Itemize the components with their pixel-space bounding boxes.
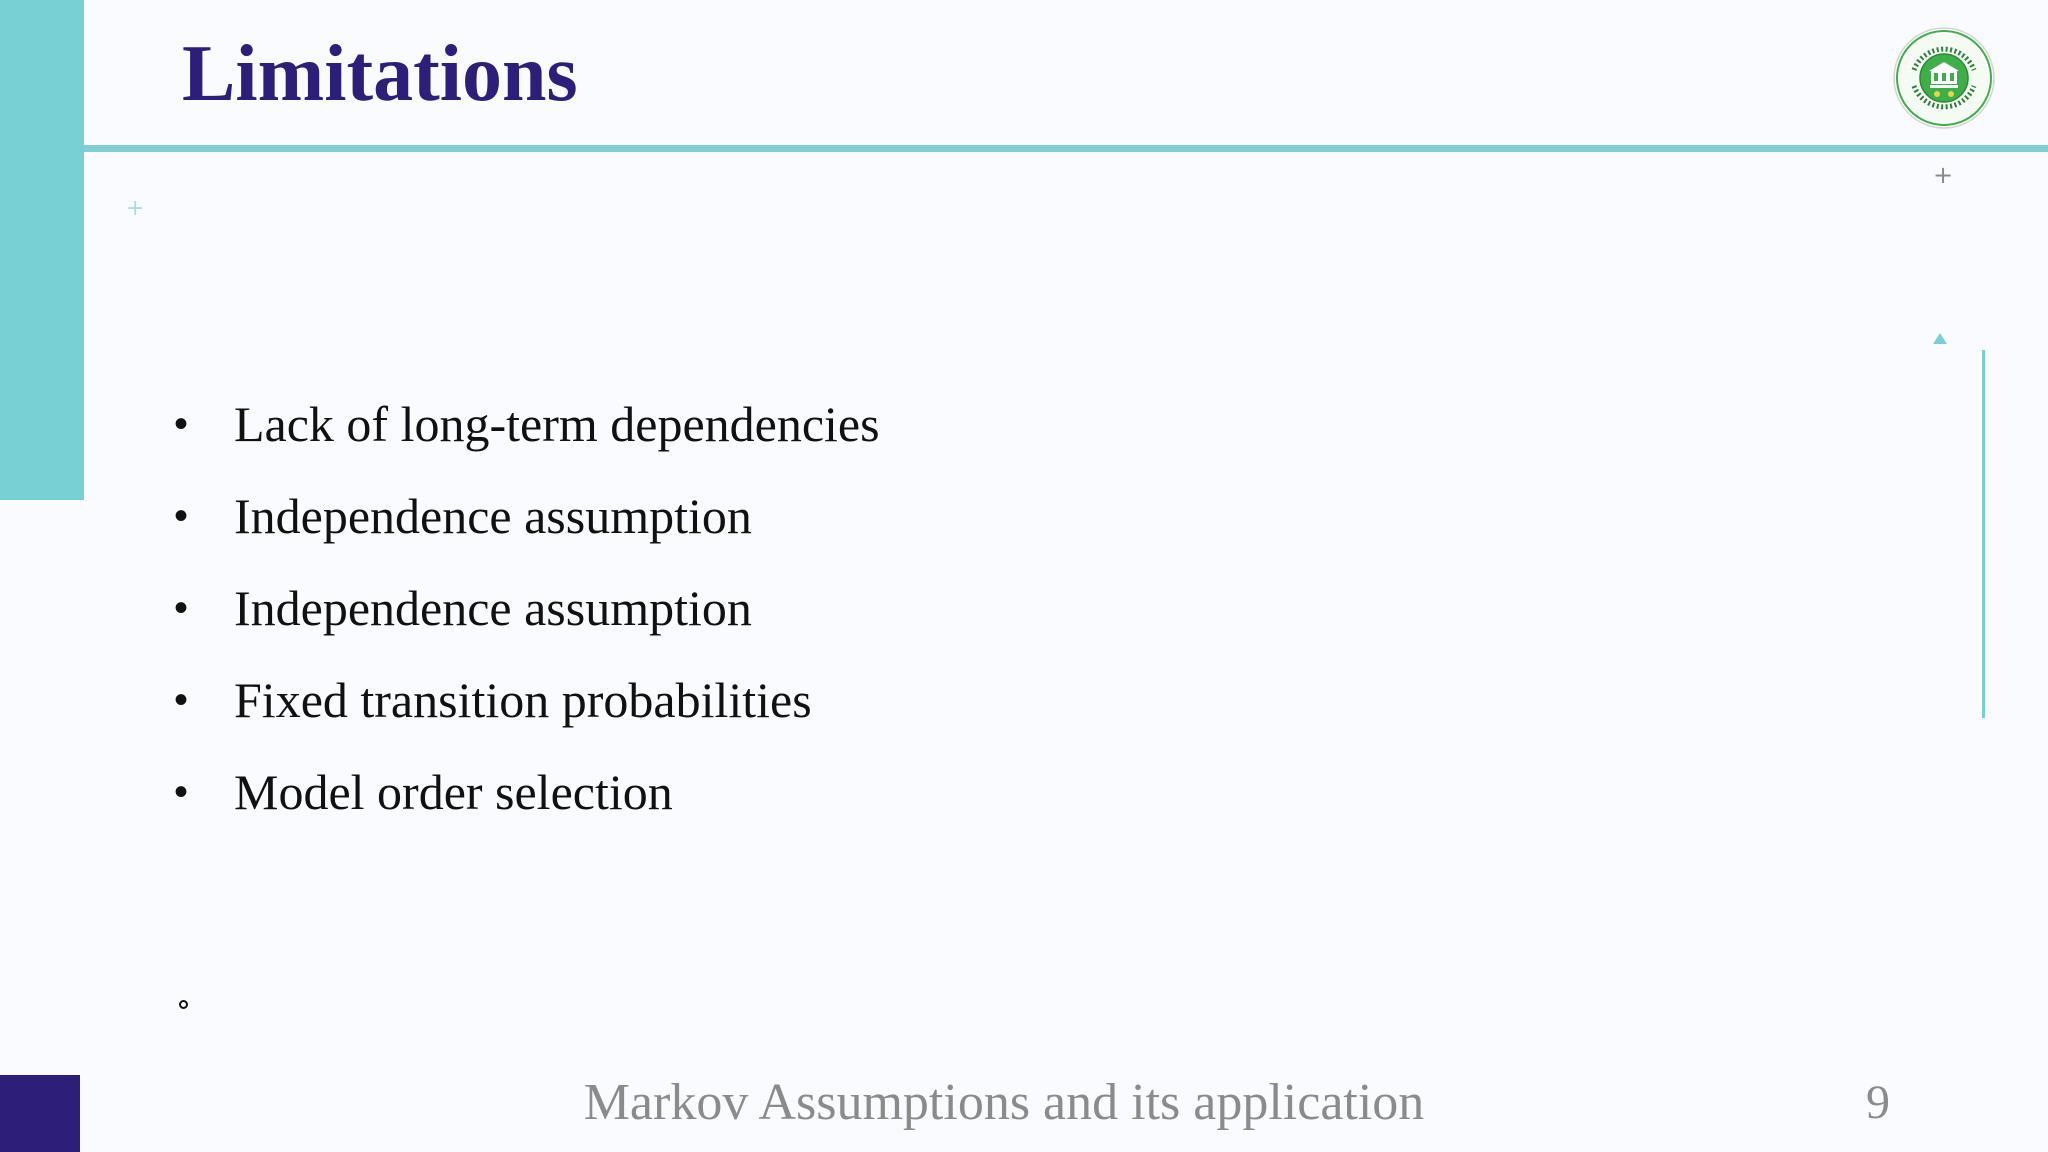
left-accent-bar [0, 0, 84, 500]
university-seal-icon [1892, 26, 1996, 130]
list-item [174, 562, 880, 654]
right-accent-line [1982, 350, 1985, 718]
bullet-icon: • [174, 494, 189, 538]
list-item [174, 654, 880, 746]
decorative-plus-icon: + [1933, 161, 1954, 189]
list-item [174, 378, 880, 470]
bullet-text: Fixed transition probabilities [234, 672, 812, 728]
bullet-text: Independence assumption [234, 488, 752, 544]
empty-sub-bullet-icon [179, 1000, 188, 1009]
decorative-plus-icon: + [126, 196, 145, 221]
bullet-text: Lack of long-term dependencies [234, 396, 880, 452]
decorative-triangle-icon [1933, 333, 1947, 344]
page-number: 9 [1866, 1076, 1890, 1129]
bullet-icon: • [174, 402, 189, 446]
bullet-text: Independence assumption [234, 580, 752, 636]
bullet-icon: • [174, 586, 189, 630]
list-item [174, 470, 880, 562]
slide-footer: Markov Assumptions and its application [583, 1074, 1425, 1131]
bullet-list [174, 378, 880, 838]
header-divider [84, 145, 2048, 152]
bullet-text: Model order selection [234, 764, 673, 820]
slide-title: Limitations [182, 30, 578, 118]
list-item [174, 746, 880, 838]
bullet-icon: • [174, 770, 189, 814]
bullet-icon: • [174, 678, 189, 722]
